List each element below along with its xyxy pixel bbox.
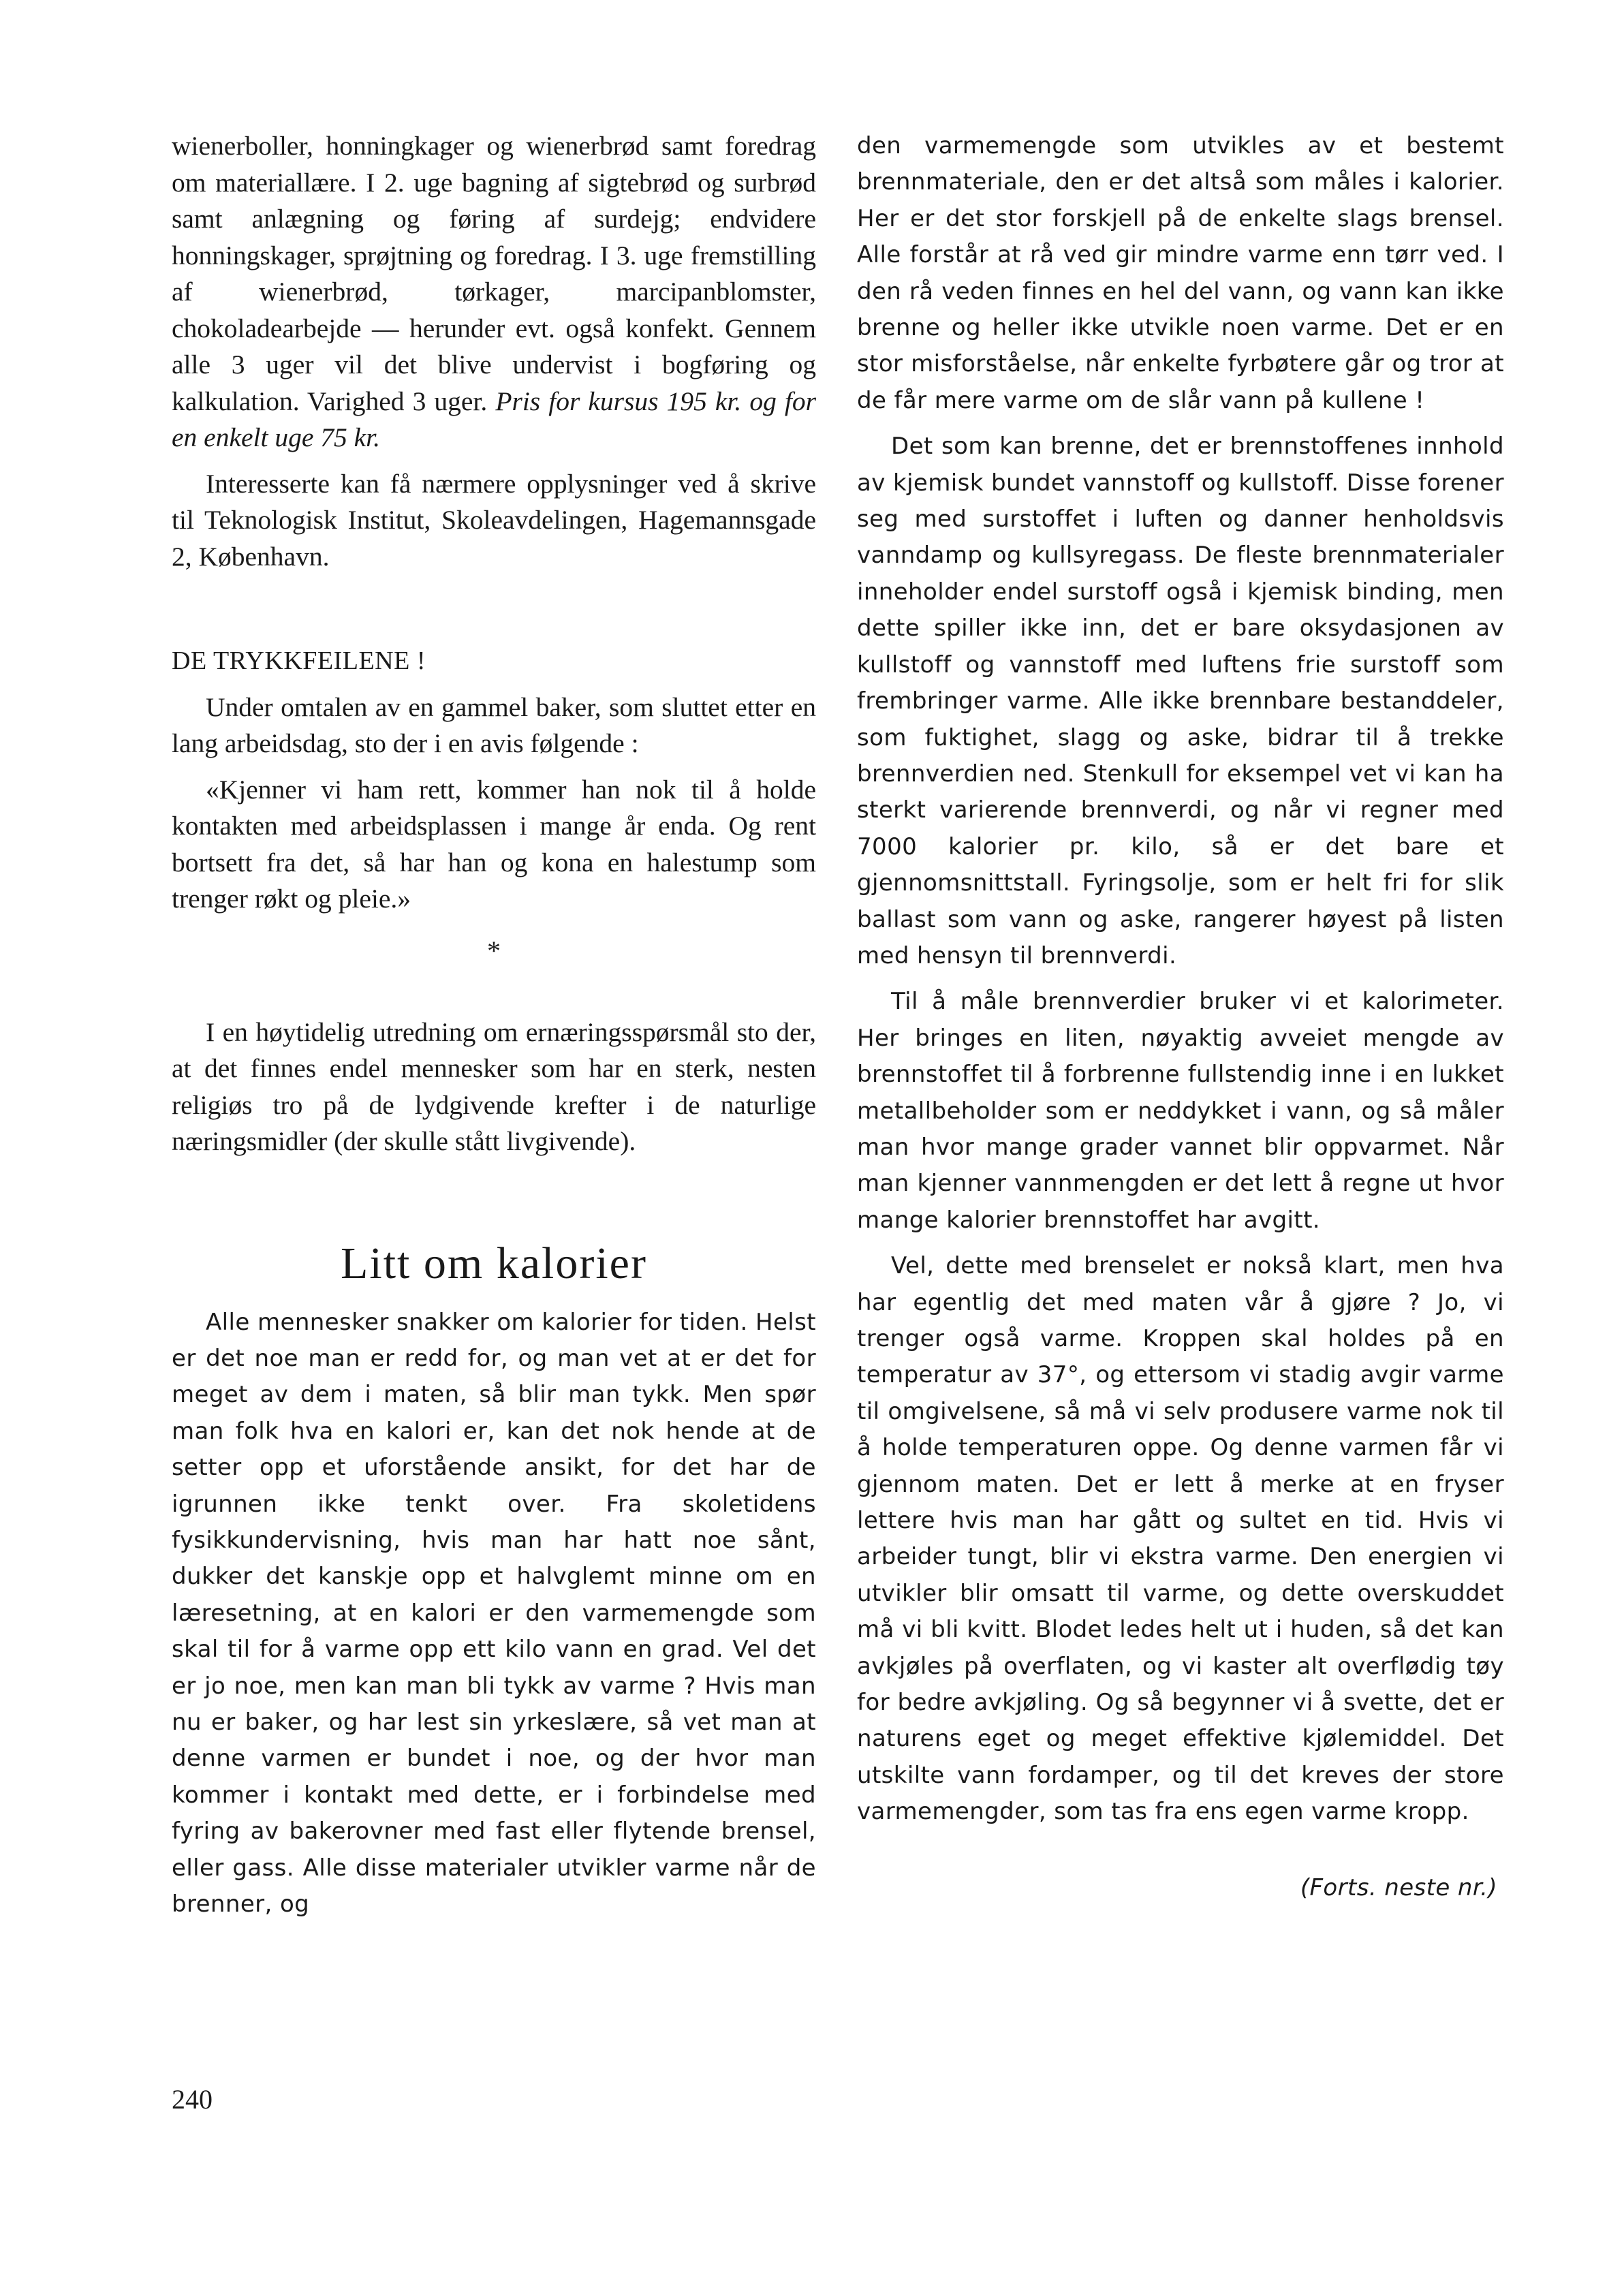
trykkfeil-second: I en høytidelig utredning om ernæringsspørsmål sto der, at det finnes endel mennesker som har en sterk, nesten religiøs tro på de lydgivende krefter i de naturlige næringsmidler (der skulle stått livgivende). (172, 1016, 816, 1156)
article-paragraph: Alle mennesker snakker om kalorier for tiden. Helst er det noe man er redd for, og man vet at er det for meget av dem i maten, så blir man tykk. Men spør man folk hva en kalori er, kan det nok hende at de setter opp et uforstående ansikt, for det har de igrunnen ikke tenkt over. Fra skoletidens fysikkundervisning, hvis man har hatt noe sånt, dukker det kanskje opp et halvglemt minne om en læresetning, at en kalori er den varmemengde som skal til for å varme opp ett kilo vann en grad. Vel det er jo noe, men kan man bli tykk av varme ? Hvis man nu er baker, og har lest sin yrkeslære, så vet man at denne varmen er bundet i noe, og der hvor man kommer i kontakt med dette, er i forbindelse med fyring av bakerovner med fast eller flytende brensel, eller gass. Alle disse materialer utvikler varme når de brenner, og (172, 1308, 816, 1918)
article-paragraph: Vel, dette med brenselet er nokså klart, men hva har egentlig det med maten vår å gjøre ? Jo, vi trenger også varme. Kroppen skal holdes på en temperatur av 37°, og ettersom vi stadig avgir varme til omgivelsene, så må vi selv produsere varme nok til å holde temperaturen oppe. Og denne varmen får vi gjennom maten. Det er lett å merke at en fryser lettere hvis man har gått og sultet en tid. Hvis vi arbeider tungt, blir vi ekstra varme. Den energien vi utvikler blir omsatt til varme, og dette overskuddet må vi bli kvitt. Blodet ledes helt ut i huden, så det kan avkjøles på overflaten, og vi kaster alt overflødig tøy for bedre avkjøling. Og så begynner vi å svette, det er naturens eget og meget effektive kjølemiddel. Det utskilte vann fordamper, og til det kreves der store varmemengder, som tas fra ens egen varme kropp. (857, 1252, 1504, 1826)
page-number: 240 (172, 2084, 213, 2115)
contact-info: Interesserte kan få nærmere opplysninger ved å skrive til Teknologisk Institut, Skoleavdelingen, Hagemannsgade 2, København. (172, 468, 816, 572)
right-column (857, 128, 1504, 1906)
separator-asterisk: * (487, 935, 501, 966)
trykkfeil-heading: DE TRYKKFEILENE ! (172, 647, 426, 675)
trykkfeil-quote: «Kjenner vi ham rett, kommer han nok til å holde kontakten med arbeidsplassen i mange år enda. Og rent bortsett fra det, så har han og kona en halestump som trenger røkt og pleie.» (172, 774, 816, 914)
left-column (172, 128, 816, 1923)
article-paragraph: den varmemengde som utvikles av et bestemt brennmateriale, den er det altså som måles i kalorier. Her er det stor forskjell på de enkelte slags brensel. Alle forstår at rå ved gir mindre varme enn tørr ved. I den rå veden finnes en hel del vann, og vann kan ikke brenne og heller ikke utvikle noen varme. Det er en stor misforståelse, når enkelte fyrbøtere går og tror at de får mere varme om de slår vann på kullene ! (857, 132, 1504, 414)
article-paragraph: Til å måle brennverdier bruker vi et kalorimeter. Her bringes en liten, nøyaktig avveiet mengde av brennstoffet til å forbrenne fullstendig inne i en lukket metallbeholder som er neddykket i vann, og så måler man hvor mange grader vannet blir oppvarmet. Når man kjenner vannmengden er det lett å regne ut hvor mange kalorier brennstoffet har avgitt. (857, 988, 1504, 1234)
article-paragraph: Det som kan brenne, det er brennstoffenes innhold av kjemisk bundet vannstoff og kullstoff. Disse forener seg med surstoffet i luften og danner henholdsvis vanndamp og kullsyregass. De fleste brennmaterialer inneholder endel surstoff også i kjemisk binding, men dette spiller ikke inn, det er bare oksydasjonen av kullstoff og vannstoff med luftens frie surstoff som frembringer varme. Alle ikke brennbare bestanddeler, som fuktighet, slagg og aske, bidrar til å trekke brennverdien ned. Stenkull for eksempel vet vi kan ha sterkt varierende brennverdi, og når vi regner med 7000 kalorier pr. kilo, så er det bare et gjennomsnittstall. Fyringsolje, som er helt fri for slik ballast som vann og aske, rangerer høyest på listen med hensyn til brennverdi. (857, 433, 1504, 969)
course-continuation (172, 128, 816, 456)
article-title: Litt om kalorier (341, 1238, 647, 1288)
trykkfeil-intro: Under omtalen av en gammel baker, som sluttet etter en lang arbeidsdag, sto der i en avis følgende : (172, 691, 816, 758)
course-price: Pris for kursus 195 kr. og for en enkelt uge 75 kr. (172, 386, 817, 452)
course-description: wienerboller, honningkager og wienerbrød samt foredrag om materiallære. I 2. uge bagning af sigtebrød og surbrød samt anlægning og føring af surdejg; endvidere honningskager, sprøjtning og foredrag. I 3. uge fremstilling af wienerbrød, tørkager, marcipanblomster, chokoladearbejde — herunder evt. også konfekt. Gennem alle 3 uger vil det blive undervist i bogføring og kalkulation. Varighed 3 uger. (172, 131, 816, 416)
continued-note: (Forts. neste nr.) (1300, 1873, 1497, 1901)
